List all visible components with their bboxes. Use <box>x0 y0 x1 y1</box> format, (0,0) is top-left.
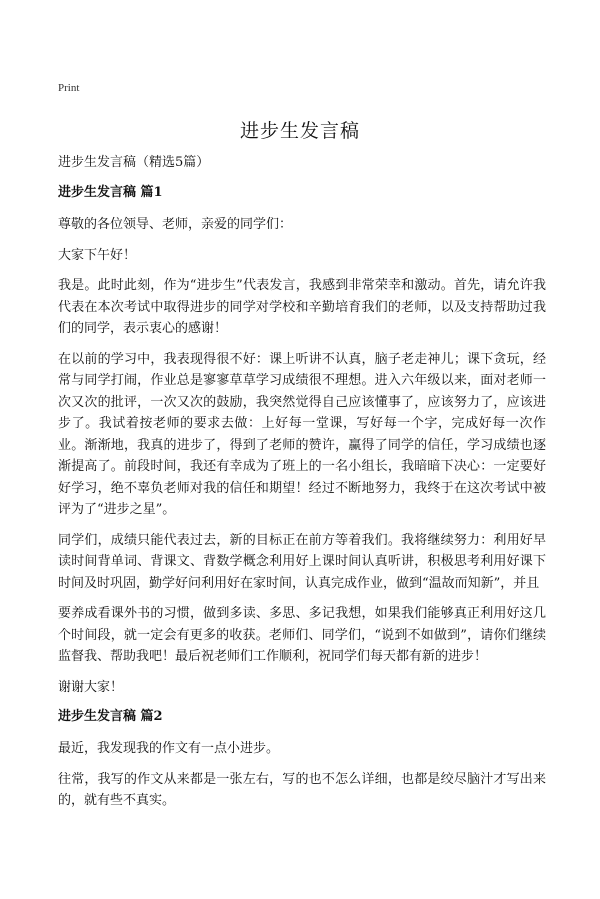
paragraph: 要养成看课外书的习惯，做到多读、多思、多记我想，如果我们能够真正利用好这几个时间段，就一定会有更多的收获。老师们、同学们，“说到不如做到”，请你们继续监督我、帮助我吧！最后祝老师们工作顺利，祝同学们每天都有新的进步！ <box>58 606 546 664</box>
paragraph: 尊敬的各位领导、老师，亲爱的同学们： <box>58 217 293 232</box>
print-label: Print <box>58 82 80 94</box>
paragraph: 谢谢大家！ <box>58 679 124 695</box>
section-1 <box>58 183 546 698</box>
section-2 <box>58 707 546 812</box>
paragraph: 在以前的学习中，我表现得很不好：课上听讲不认真，脑子老走神儿；课下贪玩，经常与同学打闹，作业总是寥寥草草学习成绩很不理想。进入六年级以来，面对老师一次又次的批评，一次又次的鼓励，我突然觉得自己应该懂事了，应该努力了，应该进步了。我试着按老师的要求去做：上好每一堂课，写好每一个字，完成好每一次作业。渐渐地，我真的进步了，得到了老师的赞许，赢得了同学的信任，学习成绩也逐渐提高了。前段时间，我还有幸成为了班上的一名小组长，我暗暗下决心：一定要好好学习，绝不辜负老师对我的信任和期望！经过不断地努力，我终于在这次考试中被评为了“进步之星”。 <box>58 351 546 517</box>
document-title: 进步生发言稿 <box>239 120 360 142</box>
paragraph: 我是。此时此刻，作为“进步生”代表发言，我感到非常荣幸和激动。首先，请允许我代表在本次考试中取得进步的同学对学校和辛勤培育我们的老师，以及支持帮助过我们的同学，表示衷心的感谢！ <box>58 278 546 336</box>
document-subtitle: 进步生发言稿（精选5篇） <box>58 155 210 170</box>
paragraph: 最近，我发现我的作文有一点小进步。 <box>58 741 280 756</box>
document-body <box>58 153 546 821</box>
section-heading: 进步生发言稿 篇1 <box>58 185 163 200</box>
paragraph: 往常，我写的作文从来都是一张左右，写的也不怎么详细，也都是绞尽脑汁才写出来的，就有些不真实。 <box>58 771 546 808</box>
section-heading: 进步生发言稿 篇2 <box>58 709 163 724</box>
paragraph: 同学们，成绩只能代表过去，新的目标正在前方等着我们。我将继续努力：利用好早读时间背单词、背课文、背数学概念利用好上课时间认真听讲，积极思考利用好课下时间及时巩固，勤学好问利用好在家时间，认真完成作业，做到“温故而知新”，并且 <box>58 532 546 591</box>
paragraph: 大家下午好！ <box>58 247 137 263</box>
